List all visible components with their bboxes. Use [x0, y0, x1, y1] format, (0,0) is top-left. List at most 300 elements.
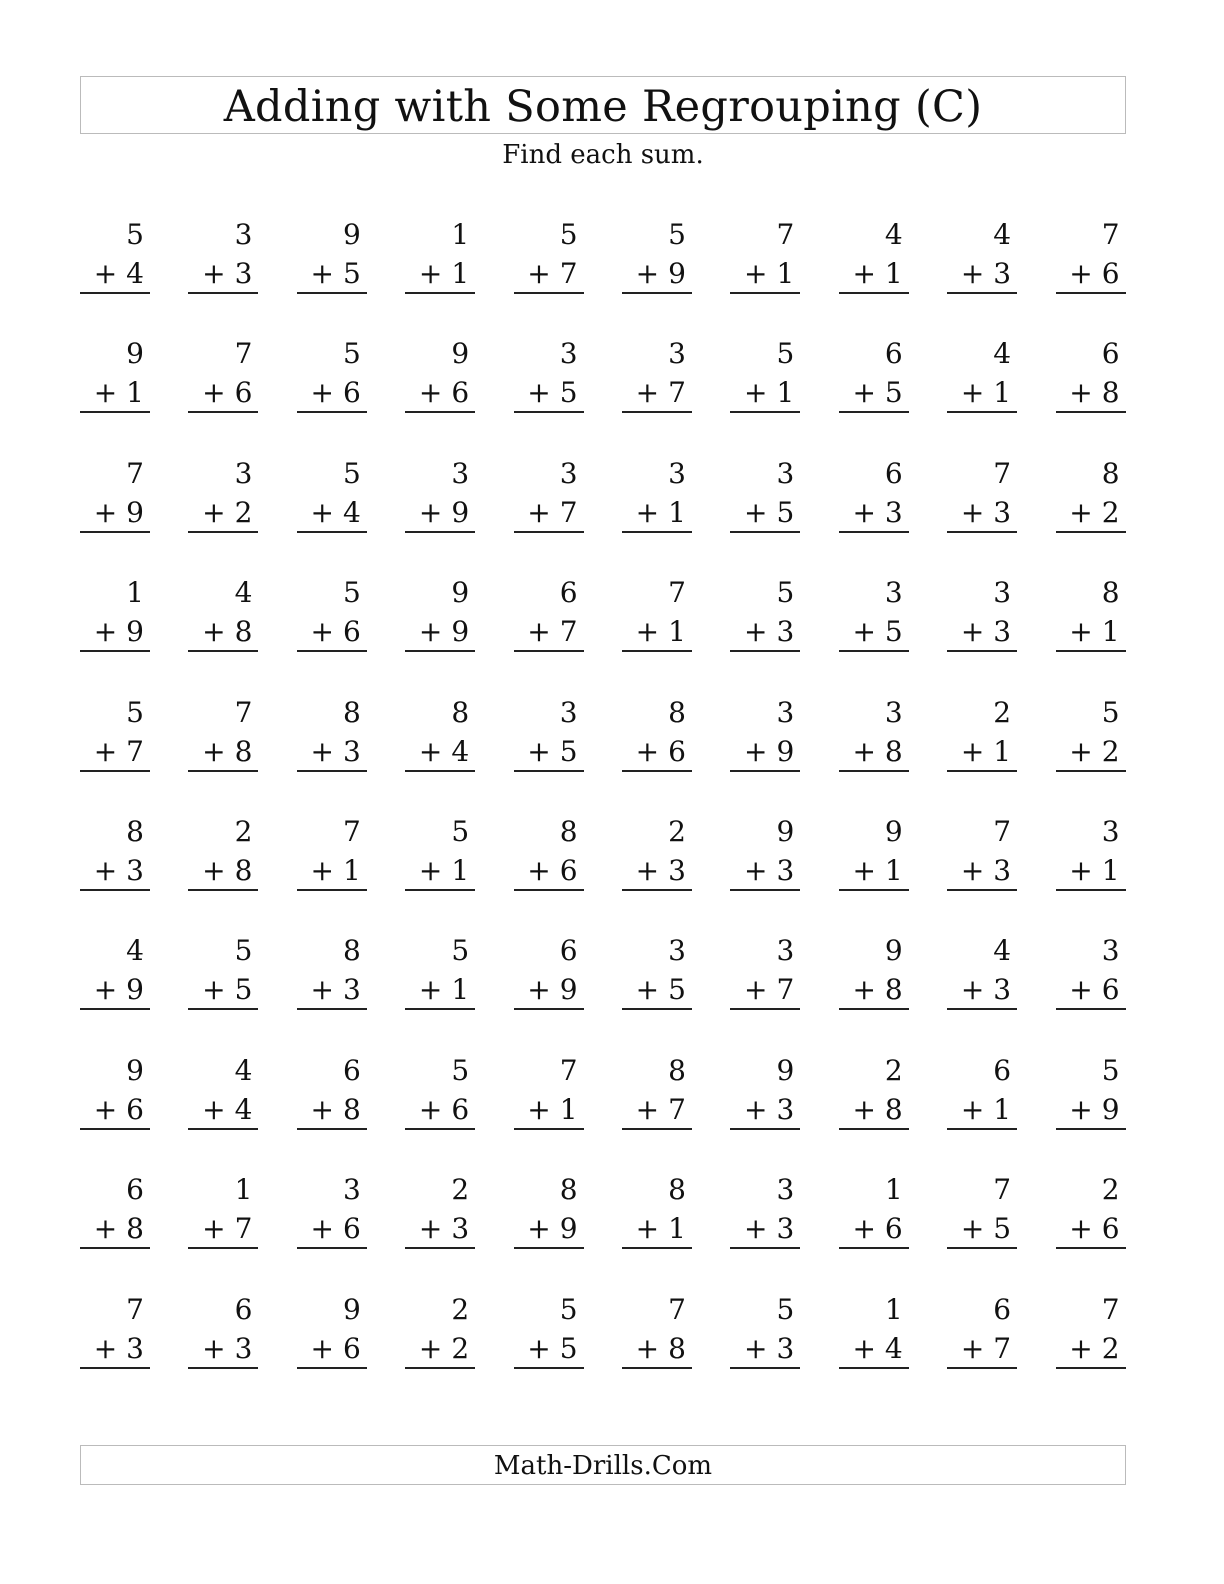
second-addend-row	[744, 374, 794, 412]
answer-line	[1056, 411, 1126, 413]
plus-sign: +	[527, 1092, 551, 1126]
answer-line	[947, 1247, 1017, 1249]
second-addend: 3	[776, 1092, 795, 1126]
first-addend: 9	[451, 576, 470, 610]
plus-sign: +	[418, 376, 443, 410]
footer	[80, 1445, 1126, 1485]
addition-problem	[947, 1171, 1017, 1290]
plus-sign: +	[744, 257, 768, 290]
second-addend-row	[744, 852, 794, 890]
plus-sign: +	[310, 495, 334, 529]
second-addend-row	[202, 1091, 252, 1129]
first-addend: 3	[234, 456, 253, 490]
first-addend: 8	[126, 814, 144, 848]
plus-sign: +	[310, 734, 334, 768]
plus-sign: +	[93, 1212, 118, 1246]
plus-sign: +	[852, 376, 876, 410]
first-addend: 2	[451, 1173, 470, 1207]
addition-problem	[297, 1291, 367, 1410]
answer-line	[80, 770, 150, 772]
second-addend: 1	[451, 973, 470, 1007]
answer-line	[1056, 531, 1126, 533]
second-addend-row	[852, 1210, 902, 1248]
answer-line	[188, 1367, 258, 1369]
second-addend-row	[419, 613, 469, 651]
second-addend: 3	[451, 1212, 470, 1246]
second-addend-row	[961, 494, 1011, 532]
second-addend-row	[419, 1330, 469, 1368]
addition-problem	[1056, 574, 1126, 693]
second-addend-row	[527, 852, 577, 890]
addition-problem	[730, 932, 800, 1051]
instructions: Find each sum.	[502, 140, 704, 170]
answer-line	[622, 411, 692, 413]
answer-line	[622, 889, 692, 891]
answer-line	[80, 1367, 150, 1369]
second-addend: 7	[126, 734, 144, 768]
addition-problem	[80, 216, 150, 335]
answer-line	[839, 292, 909, 294]
first-addend: 5	[342, 456, 361, 490]
plus-sign: +	[527, 734, 551, 768]
first-addend: 3	[234, 218, 253, 251]
plus-sign: +	[418, 1092, 443, 1126]
first-addend: 3	[776, 1173, 795, 1207]
plus-sign: +	[202, 1331, 226, 1365]
plus-sign: +	[744, 1092, 768, 1126]
first-addend: 2	[884, 1053, 903, 1087]
first-addend: 6	[342, 1053, 361, 1087]
first-addend: 3	[884, 695, 903, 729]
plus-sign: +	[744, 615, 768, 649]
second-addend-row	[744, 733, 794, 771]
first-addend: 3	[668, 337, 686, 371]
second-addend: 3	[668, 853, 686, 887]
addition-problem	[839, 1171, 909, 1290]
addition-problem	[947, 335, 1017, 454]
second-addend-row	[310, 852, 360, 890]
addition-problem	[80, 813, 150, 932]
plus-sign: +	[418, 495, 443, 529]
addition-problem	[188, 1291, 258, 1410]
plus-sign: +	[960, 973, 985, 1007]
second-addend-row	[310, 1210, 360, 1248]
addition-problem	[80, 574, 150, 693]
second-addend-row	[310, 374, 360, 412]
plus-sign: +	[852, 257, 876, 290]
first-addend: 8	[668, 695, 686, 729]
second-addend: 3	[993, 615, 1012, 649]
second-addend: 1	[993, 376, 1012, 410]
addition-problem	[839, 574, 909, 693]
addition-problem	[947, 1291, 1017, 1410]
second-addend-row	[94, 1330, 144, 1368]
second-addend: 5	[884, 376, 903, 410]
answer-line	[839, 1128, 909, 1130]
plus-sign: +	[527, 853, 551, 887]
second-addend: 6	[342, 615, 361, 649]
second-addend-row	[1069, 255, 1119, 293]
answer-line	[297, 411, 367, 413]
second-addend: 8	[884, 973, 903, 1007]
addition-problem	[947, 216, 1017, 335]
answer-line	[188, 889, 258, 891]
plus-sign: +	[93, 495, 118, 529]
first-addend: 7	[1101, 218, 1120, 251]
second-addend-row	[1069, 733, 1119, 771]
second-addend-row	[744, 1330, 794, 1368]
first-addend: 4	[234, 576, 253, 610]
first-addend: 8	[1101, 576, 1120, 610]
second-addend-row	[527, 494, 577, 532]
plus-sign: +	[1069, 495, 1093, 529]
plus-sign: +	[310, 973, 334, 1007]
addition-problem	[188, 932, 258, 1051]
second-addend: 1	[451, 853, 470, 887]
second-addend-row	[202, 1330, 252, 1368]
second-addend-row	[94, 374, 144, 412]
plus-sign: +	[635, 615, 660, 649]
second-addend-row	[419, 971, 469, 1009]
first-addend: 5	[1101, 695, 1120, 729]
plus-sign: +	[418, 1212, 443, 1246]
first-addend: 4	[126, 934, 144, 968]
plus-sign: +	[310, 257, 334, 290]
first-addend: 3	[559, 337, 578, 371]
second-addend: 1	[776, 376, 795, 410]
answer-line	[947, 292, 1017, 294]
first-addend: 5	[451, 814, 470, 848]
first-addend: 7	[234, 695, 253, 729]
answer-line	[188, 650, 258, 652]
addition-problem	[947, 813, 1017, 932]
second-addend: 5	[776, 495, 795, 529]
second-addend: 5	[668, 973, 686, 1007]
second-addend: 7	[668, 1092, 686, 1126]
answer-line	[622, 292, 692, 294]
answer-line	[188, 531, 258, 533]
answer-line	[188, 770, 258, 772]
second-addend: 2	[1101, 734, 1120, 768]
second-addend-row	[94, 971, 144, 1009]
plus-sign: +	[527, 495, 551, 529]
second-addend: 1	[342, 853, 361, 887]
second-addend: 1	[126, 376, 144, 410]
second-addend-row	[744, 1091, 794, 1129]
addition-problem	[405, 216, 475, 335]
plus-sign: +	[744, 1212, 768, 1246]
plus-sign: +	[93, 853, 118, 887]
addition-problem	[514, 932, 584, 1051]
answer-line	[730, 1247, 800, 1249]
answer-line	[839, 531, 909, 533]
second-addend: 3	[776, 615, 795, 649]
second-addend: 1	[559, 1092, 578, 1126]
addition-problem	[1056, 932, 1126, 1051]
second-addend-row	[852, 733, 902, 771]
answer-line	[947, 889, 1017, 891]
answer-line	[297, 1008, 367, 1010]
second-addend: 9	[559, 1212, 578, 1246]
plus-sign: +	[310, 376, 334, 410]
second-addend: 3	[776, 1331, 795, 1365]
second-addend: 5	[559, 1331, 578, 1365]
plus-sign: +	[635, 1212, 660, 1246]
plus-sign: +	[93, 973, 118, 1007]
answer-line	[839, 411, 909, 413]
answer-line	[730, 889, 800, 891]
addition-problem	[622, 932, 692, 1051]
first-addend: 8	[559, 814, 578, 848]
second-addend-row	[202, 255, 252, 293]
addition-problem	[514, 216, 584, 335]
second-addend-row	[852, 613, 902, 651]
plus-sign: +	[960, 1212, 985, 1246]
second-addend: 6	[1101, 973, 1120, 1007]
addition-problem	[1056, 455, 1126, 574]
second-addend: 7	[559, 257, 578, 290]
answer-line	[622, 1367, 692, 1369]
second-addend: 8	[1101, 376, 1120, 410]
second-addend-row	[744, 971, 794, 1009]
plus-sign: +	[418, 615, 443, 649]
plus-sign: +	[202, 615, 226, 649]
first-addend: 5	[234, 934, 253, 968]
second-addend: 4	[342, 495, 361, 529]
answer-line	[297, 292, 367, 294]
first-addend: 1	[451, 218, 470, 251]
addition-problem	[622, 1171, 692, 1290]
first-addend: 3	[559, 695, 578, 729]
answer-line	[514, 1247, 584, 1249]
second-addend: 6	[451, 376, 470, 410]
plus-sign: +	[960, 615, 985, 649]
second-addend-row	[202, 494, 252, 532]
answer-line	[514, 531, 584, 533]
answer-line	[730, 650, 800, 652]
first-addend: 5	[342, 337, 361, 371]
first-addend: 5	[451, 934, 470, 968]
plus-sign: +	[960, 495, 985, 529]
addition-problem	[80, 455, 150, 574]
second-addend: 6	[884, 1212, 903, 1246]
plus-sign: +	[202, 1092, 226, 1126]
second-addend: 2	[1101, 1331, 1120, 1365]
first-addend: 6	[884, 456, 903, 490]
second-addend-row	[94, 1210, 144, 1248]
plus-sign: +	[852, 1092, 876, 1126]
first-addend: 3	[993, 576, 1012, 610]
second-addend-row	[527, 971, 577, 1009]
second-addend-row	[961, 733, 1011, 771]
addition-problem	[730, 694, 800, 813]
plus-sign: +	[635, 257, 660, 290]
second-addend: 8	[234, 853, 253, 887]
second-addend: 9	[451, 615, 470, 649]
addition-problem	[405, 1171, 475, 1290]
answer-line	[1056, 292, 1126, 294]
second-addend: 1	[668, 495, 686, 529]
plus-sign: +	[93, 734, 118, 768]
second-addend: 8	[234, 734, 253, 768]
plus-sign: +	[635, 1092, 660, 1126]
addition-problem	[947, 1052, 1017, 1171]
plus-sign: +	[93, 1331, 118, 1365]
first-addend: 7	[776, 218, 795, 251]
second-addend-row	[419, 374, 469, 412]
answer-line	[730, 531, 800, 533]
first-addend: 7	[668, 576, 686, 610]
first-addend: 8	[342, 934, 361, 968]
answer-line	[80, 1247, 150, 1249]
second-addend: 5	[993, 1212, 1012, 1246]
second-addend-row	[310, 613, 360, 651]
answer-line	[622, 1247, 692, 1249]
addition-problem	[514, 694, 584, 813]
plus-sign: +	[310, 853, 334, 887]
answer-line	[1056, 1008, 1126, 1010]
first-addend: 3	[776, 934, 795, 968]
addition-problem	[405, 932, 475, 1051]
answer-line	[839, 1008, 909, 1010]
answer-line	[622, 1128, 692, 1130]
first-addend: 8	[342, 695, 361, 729]
plus-sign: +	[202, 973, 226, 1007]
answer-line	[405, 650, 475, 652]
second-addend-row	[1069, 613, 1119, 651]
plus-sign: +	[527, 615, 551, 649]
addition-problem	[514, 1291, 584, 1410]
plus-sign: +	[418, 973, 443, 1007]
second-addend: 3	[776, 1212, 795, 1246]
answer-line	[622, 531, 692, 533]
answer-line	[514, 411, 584, 413]
second-addend-row	[310, 971, 360, 1009]
second-addend: 3	[342, 973, 361, 1007]
first-addend: 4	[993, 218, 1012, 251]
addition-problem	[1056, 694, 1126, 813]
second-addend-row	[419, 1091, 469, 1129]
answer-line	[188, 292, 258, 294]
second-addend: 1	[451, 257, 470, 290]
answer-line	[188, 1247, 258, 1249]
first-addend: 8	[559, 1173, 578, 1207]
addition-problem	[188, 455, 258, 574]
second-addend-row	[310, 733, 360, 771]
second-addend: 3	[993, 973, 1012, 1007]
addition-problem	[839, 455, 909, 574]
plus-sign: +	[202, 1212, 226, 1246]
second-addend-row	[419, 1210, 469, 1248]
first-addend: 7	[993, 1173, 1012, 1207]
answer-line	[514, 770, 584, 772]
first-addend: 9	[126, 337, 144, 371]
second-addend-row	[636, 374, 686, 412]
first-addend: 9	[126, 1053, 144, 1087]
addition-problem	[80, 1052, 150, 1171]
second-addend: 4	[884, 1331, 903, 1365]
second-addend-row	[744, 613, 794, 651]
second-addend: 1	[993, 734, 1012, 768]
answer-line	[839, 1247, 909, 1249]
second-addend-row	[1069, 494, 1119, 532]
plus-sign: +	[202, 257, 226, 290]
first-addend: 5	[559, 1292, 578, 1326]
second-addend-row	[527, 374, 577, 412]
plus-sign: +	[960, 734, 985, 768]
answer-line	[1056, 650, 1126, 652]
first-addend: 3	[559, 456, 578, 490]
answer-line	[80, 531, 150, 533]
first-addend: 9	[884, 934, 903, 968]
second-addend: 9	[1101, 1092, 1120, 1126]
first-addend: 9	[342, 1292, 361, 1326]
second-addend-row	[202, 733, 252, 771]
first-addend: 5	[342, 576, 361, 610]
addition-problem	[947, 694, 1017, 813]
first-addend: 7	[126, 456, 144, 490]
first-addend: 4	[993, 934, 1012, 968]
first-addend: 7	[993, 456, 1012, 490]
plus-sign: +	[1069, 1331, 1093, 1365]
second-addend: 7	[559, 495, 578, 529]
answer-line	[297, 770, 367, 772]
answer-line	[622, 1008, 692, 1010]
addition-problem	[188, 574, 258, 693]
plus-sign: +	[744, 495, 768, 529]
addition-problem	[1056, 1052, 1126, 1171]
answer-line	[514, 1008, 584, 1010]
first-addend: 3	[884, 576, 903, 610]
first-addend: 5	[126, 695, 144, 729]
first-addend: 2	[234, 814, 253, 848]
addition-problem	[1056, 216, 1126, 335]
addition-problem	[1056, 1291, 1126, 1410]
answer-line	[80, 889, 150, 891]
first-addend: 3	[342, 1173, 361, 1207]
second-addend: 8	[884, 1092, 903, 1126]
first-addend: 5	[776, 337, 795, 371]
second-addend: 6	[1101, 1212, 1120, 1246]
plus-sign: +	[1069, 853, 1093, 887]
plus-sign: +	[852, 973, 876, 1007]
second-addend: 8	[234, 615, 253, 649]
second-addend-row	[1069, 1210, 1119, 1248]
first-addend: 7	[993, 814, 1012, 848]
addition-problem	[730, 1171, 800, 1290]
answer-line	[297, 531, 367, 533]
second-addend-row	[527, 255, 577, 293]
first-addend: 8	[668, 1173, 686, 1207]
second-addend: 8	[126, 1212, 144, 1246]
second-addend-row	[94, 733, 144, 771]
second-addend-row	[310, 1091, 360, 1129]
answer-line	[730, 411, 800, 413]
second-addend-row	[94, 852, 144, 890]
second-addend-row	[636, 255, 686, 293]
second-addend: 9	[126, 495, 144, 529]
plus-sign: +	[852, 615, 876, 649]
addition-problem	[1056, 335, 1126, 454]
addition-problem	[297, 216, 367, 335]
second-addend-row	[310, 494, 360, 532]
answer-line	[80, 650, 150, 652]
addition-problem	[1056, 1171, 1126, 1290]
second-addend-row	[94, 1091, 144, 1129]
plus-sign: +	[1069, 1092, 1093, 1126]
plus-sign: +	[960, 853, 985, 887]
worksheet-title: Adding with Some Regrouping (C)	[223, 82, 983, 132]
